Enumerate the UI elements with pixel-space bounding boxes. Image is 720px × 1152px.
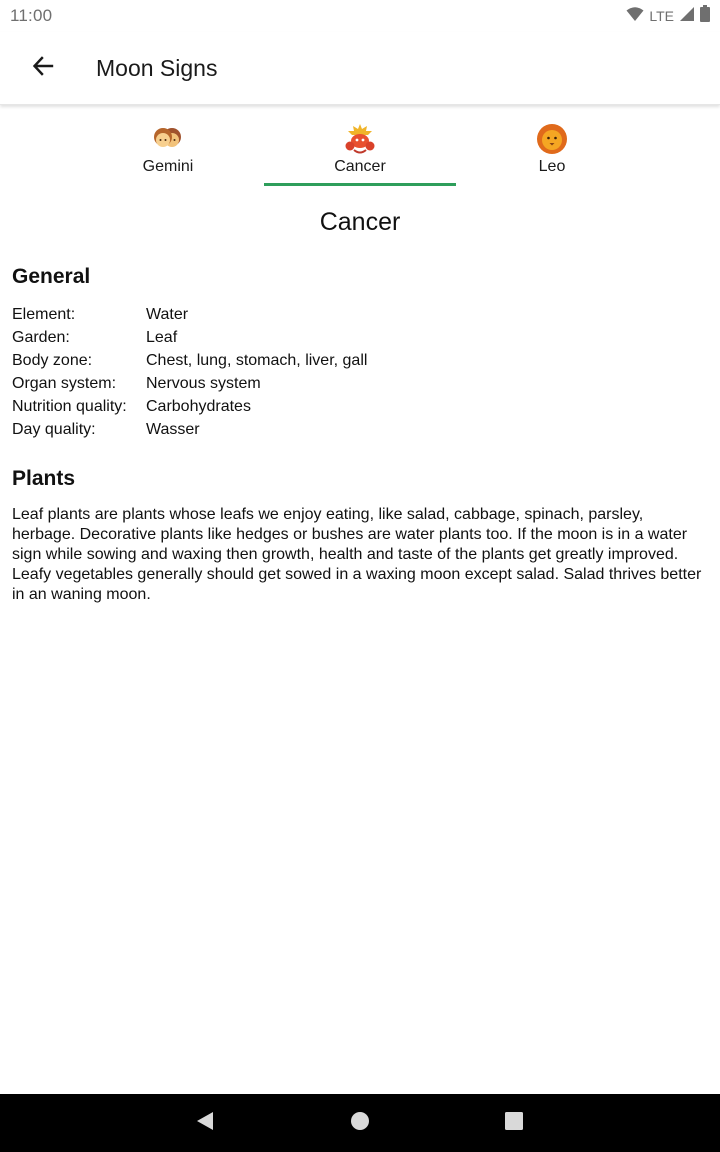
square-recents-icon <box>505 1112 523 1135</box>
tab-label: Cancer <box>334 158 386 175</box>
general-info-list <box>12 303 708 441</box>
info-key: Organ system: <box>12 375 117 392</box>
sign-tabs <box>72 112 648 188</box>
status-icons <box>626 5 710 27</box>
network-type-label: LTE <box>649 8 674 24</box>
arrow-left-icon <box>32 55 54 82</box>
gemini-twins-icon <box>151 122 185 156</box>
info-key: Element: <box>12 306 76 323</box>
signal-icon <box>679 6 695 27</box>
info-key: Body zone: <box>12 352 93 369</box>
info-row-element <box>12 303 708 326</box>
sign-details <box>12 190 708 605</box>
status-time: 11:00 <box>10 6 53 25</box>
info-row-organ-system <box>12 372 708 395</box>
battery-icon <box>700 5 710 27</box>
info-value: Nervous system <box>146 375 261 392</box>
leo-lion-icon <box>535 122 569 156</box>
info-value: Chest, lung, stomach, liver, gall <box>146 352 368 369</box>
sign-title: Cancer <box>319 208 401 236</box>
nav-home-button[interactable] <box>330 1094 390 1152</box>
triangle-back-icon <box>196 1111 214 1136</box>
cancer-crab-icon <box>343 122 377 156</box>
info-row-day-quality <box>12 418 708 441</box>
info-row-garden <box>12 326 708 349</box>
general-section-title: General <box>12 265 91 288</box>
info-row-nutrition-quality <box>12 395 708 418</box>
plants-section-title: Plants <box>12 467 76 490</box>
info-value: Carbohydrates <box>146 398 251 415</box>
system-nav-bar <box>0 1094 720 1152</box>
tab-cancer[interactable] <box>264 112 456 188</box>
wifi-icon <box>626 6 644 27</box>
info-key: Nutrition quality: <box>12 398 127 415</box>
tab-label: Gemini <box>142 158 194 175</box>
circle-home-icon <box>350 1111 370 1136</box>
info-value: Water <box>146 306 189 323</box>
tab-leo[interactable] <box>456 112 648 188</box>
page-title: Moon Signs <box>96 54 218 81</box>
tab-label: Leo <box>538 158 566 175</box>
info-row-body-zone <box>12 349 708 372</box>
back-button[interactable] <box>15 40 71 96</box>
plants-description: Leaf plants are plants whose leafs we enjoy eating, like salad, cabbage, spinach, parsley, herbage. Decorative plants like hedges or bushes are water plants too. If the moon is in a water sign while sowing and waxing then growth, health and taste of the plants get greatly improved. Leafy vegetables generally should get sowed in a waxing moon except salad. Salad thrives better in an waning moon. <box>12 506 702 603</box>
nav-recents-button[interactable] <box>484 1094 544 1152</box>
tab-gemini[interactable] <box>72 112 264 188</box>
app-bar <box>0 32 720 105</box>
info-value: Leaf <box>146 329 178 346</box>
status-bar <box>0 0 720 32</box>
info-key: Day quality: <box>12 421 96 438</box>
info-key: Garden: <box>12 329 70 346</box>
info-value: Wasser <box>146 421 200 438</box>
nav-back-button[interactable] <box>175 1094 235 1152</box>
